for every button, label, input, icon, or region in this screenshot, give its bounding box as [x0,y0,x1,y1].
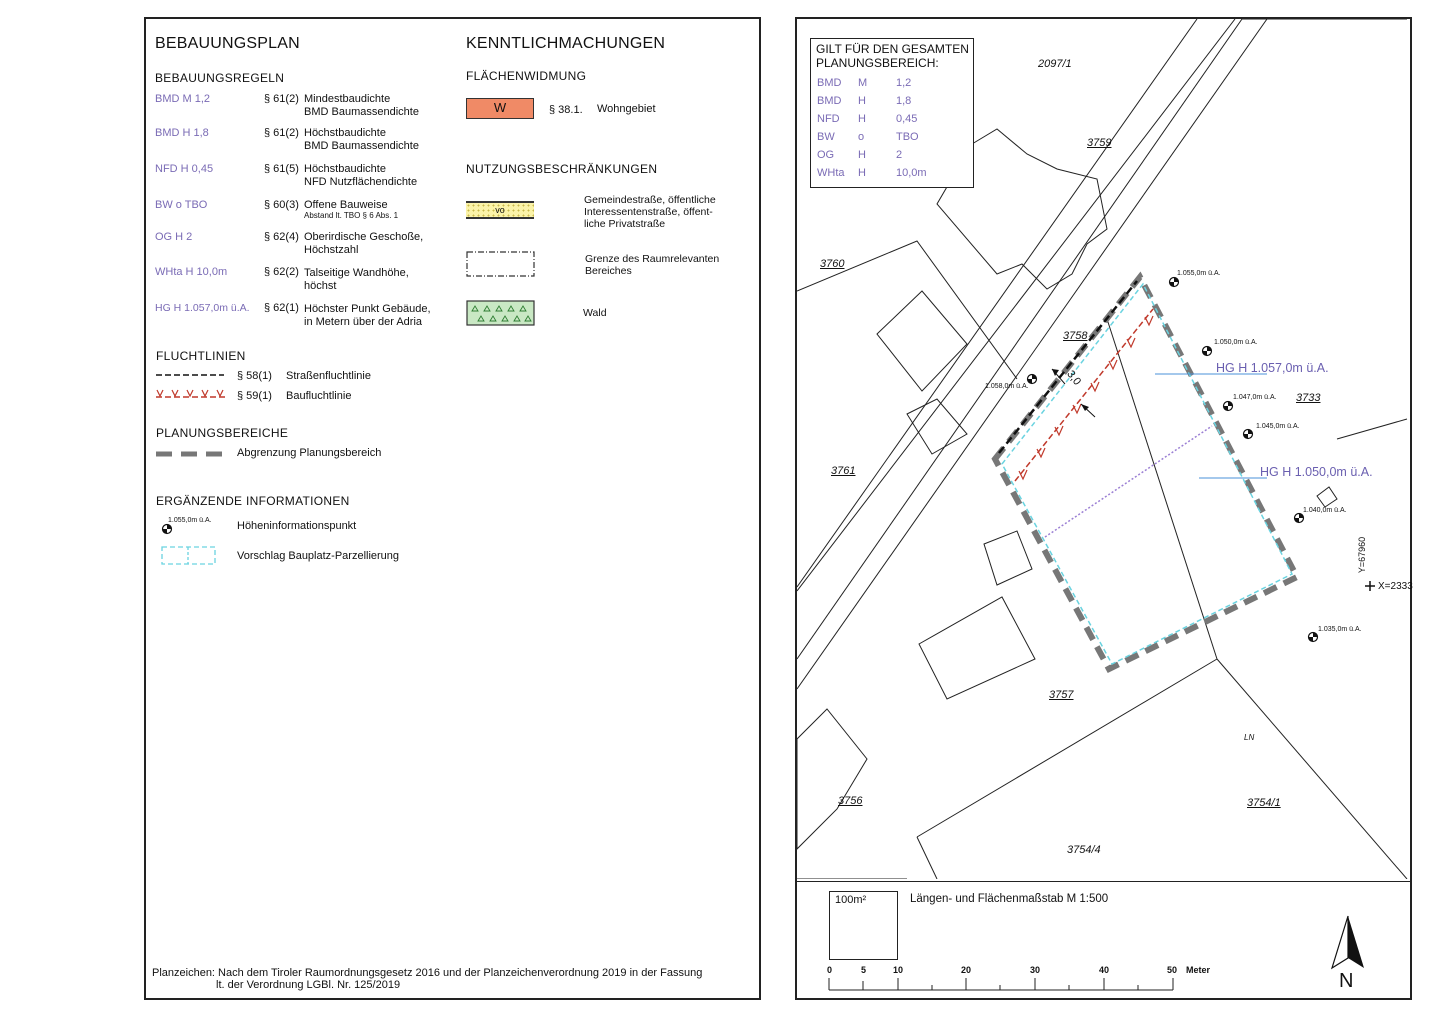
height-label: 1.058,0m ü.A. [985,383,1029,390]
rule-code: HG H 1.057,0m ü.A. [155,302,250,314]
parcel-label: 3759 [1087,137,1112,149]
coord-y: Y=67960 [1357,536,1368,574]
kenntlich-heading: KENNTLICHMACHUNGEN [466,35,666,52]
scale-text: Längen- und Flächenmaßstab M 1:500 [910,893,1109,905]
parcel-label: 3754/1 [1247,797,1281,809]
rule-desc2: höchst [304,280,337,292]
vo-label-2: Interessentenstraße, öffent- [584,206,713,218]
scale-tick: 50 [1167,965,1178,975]
parcel-divider [1045,426,1212,537]
box-row-c: 0,45 [896,113,918,125]
planung-symbol [154,448,234,460]
parzellierung-label: Vorschlag Bauplatz-Parzellierung [237,550,400,562]
rule-desc2: in Metern über der Adria [304,316,423,328]
area-label: 100m² [835,894,867,906]
wald-symbol [465,299,537,327]
rule-desc: Mindestbaudichte [304,93,391,105]
box-row-c: 1,8 [896,95,912,107]
box-row-a: BW [817,131,835,143]
baufluchtlinie-label: Baufluchtlinie [286,390,352,402]
rule-code: WHta H 10,0m [155,266,228,278]
rule-desc2: Höchstzahl [304,244,359,256]
flaechen-heading: FLÄCHENWIDMUNG [466,69,587,83]
strassenflucht-para: § 58(1) [237,370,272,382]
box-row-b: o [858,131,865,143]
footer-line-1: Planzeichen: Nach dem Tiroler Raumordnungsgesetz 2016 und der Planzeichenverordnung 2019 in der Fassung [152,967,703,979]
rule-desc2: Abstand lt. TBO § 6 Abs. 1 [304,211,399,220]
box-row-a: BMD [817,95,842,107]
box-row-b: H [858,113,866,125]
widmung-label: Wohngebiet [597,103,656,115]
rule-desc: Höchstbaudichte [304,127,386,139]
scale-bar [826,975,1178,995]
hoehenpunkt-label: Höheninformationspunkt [237,520,357,532]
height-label: 1.050,0m ü.A. [1214,339,1258,346]
rule-para: § 62(2) [264,266,299,278]
north-label: N [1339,970,1354,992]
rule-para: § 61(2) [264,93,299,105]
box-row-a: BMD [817,77,842,89]
box-row-b: M [858,77,868,89]
rule-code: BW o TBO [155,199,208,211]
wald-label: Wald [583,307,607,319]
ergaenzend-heading: ERGÄNZENDE INFORMATIONEN [156,494,350,508]
planning-boundary [995,277,1297,669]
rule-desc: Höchstbaudichte [304,163,386,175]
box-row-c: TBO [896,131,919,143]
nutzung-heading: NUTZUNGSBESCHRÄNKUNGEN [466,162,658,176]
parcel-label: 3758 [1063,330,1088,342]
rule-desc: Offene Bauweise [304,199,388,211]
planung-heading: PLANUNGSBEREICHE [156,426,289,440]
rule-desc2: NFD Nutzflächendichte [304,176,418,188]
parcel-label: 2097/1 [1038,58,1072,70]
rule-para: § 61(5) [264,163,299,175]
rule-desc: Talseitige Wandhöhe, [304,267,409,279]
legend-panel [144,17,761,1000]
widmung-para: § 38.1. [549,104,583,116]
building-3757a [984,531,1032,585]
scale-tick: 0 [827,965,833,975]
grenze-label-1: Grenze des Raumrelevanten [585,253,720,265]
grenze-label-2: Bereiches [585,265,632,277]
strassenfluchtlinie [999,281,1137,453]
height-label: 1.045,0m ü.A. [1256,423,1300,430]
strassenflucht-label: Straßenfluchtlinie [286,370,371,382]
box-row-c: 2 [896,149,903,161]
scale-tick: 20 [961,965,972,975]
rule-para: § 62(1) [264,302,299,314]
box-row-a: OG [817,149,835,161]
rule-code: OG H 2 [155,231,193,243]
fluchtlinien-heading: FLUCHTLINIEN [156,349,246,363]
rule-code: BMD M 1,2 [155,93,211,105]
rule-code: BMD H 1,8 [155,127,209,139]
plan-title: BEBAUUNGSPLAN [155,35,300,52]
parcel-label: 3761 [831,465,856,477]
building-tiny [1317,487,1337,507]
rule-para: § 62(4) [264,231,299,243]
parcel-label: 3757 [1049,689,1074,701]
building-3757b [919,597,1035,699]
scale-tick: 40 [1099,965,1110,975]
building-3756 [797,709,867,849]
vo-label-3: liche Privatstraße [584,218,666,230]
box-row-b: H [858,95,866,107]
parzellierung-symbol [160,545,218,567]
fluchtlinien-symbols [154,368,234,404]
building-small [907,399,967,454]
hoehenpunkt-value: 1.055,0m ü.A. [168,517,212,524]
rule-desc: Oberirdische Geschoße, [304,231,424,243]
rule-desc: Höchster Punkt Gebäude, [304,303,431,315]
regeln-heading: BEBAUUNGSREGELN [155,71,285,85]
hg-label-2: HG H 1.050,0m ü.A. [1260,465,1373,479]
north-arrow-icon [1328,912,1368,972]
land-use-label: LN [1244,733,1255,742]
info-box-title-1: GILT FÜR DEN GESAMTEN [816,42,969,56]
grenze-symbol [465,250,537,278]
height-label: 1.035,0m ü.A. [1318,626,1362,633]
info-box-title-2: PLANUNGSBEREICH: [816,56,939,70]
scale-tick: 30 [1030,965,1041,975]
coord-x: X=2333 [1378,581,1413,592]
hg-label-1: HG H 1.057,0m ü.A. [1216,361,1329,375]
building-3758 [877,291,967,391]
rule-desc2: BMD Baumassendichte [304,140,419,152]
height-label: 1.055,0m ü.A. [1177,270,1221,277]
footer-line-2: lt. der Verordnung LGBl. Nr. 125/2019 [216,979,401,991]
scale-tick: 10 [893,965,904,975]
box-row-c: 1,2 [896,77,912,89]
box-row-a: NFD [817,113,840,125]
parcel-label: 3733 [1296,392,1321,404]
box-row-c: 10,0m [896,167,927,179]
parcel-label: 3756 [838,795,863,807]
height-label: 1.047,0m ü.A. [1233,394,1277,401]
rule-para: § 61(2) [264,127,299,139]
parcel-label: 3760 [820,258,845,270]
parcel-label: 3754/4 [1067,844,1101,856]
planung-label: Abgrenzung Planungsbereich [237,447,382,459]
box-row-b: H [858,149,866,161]
scale-unit: Meter [1186,965,1211,975]
scale-tick: 5 [861,965,867,975]
rule-desc2: BMD Baumassendichte [304,106,419,118]
hoehenpunkt-icon [160,522,174,536]
baufluchtlinie-para: § 59(1) [237,390,272,402]
box-row-a: WHta [817,167,845,179]
scale-divider [797,881,1410,882]
vo-symbol: vo [466,201,534,219]
rule-code: NFD H 0,45 [155,163,214,175]
vo-label-1: Gemeindestraße, öffentliche [584,194,716,206]
rule-para: § 60(3) [264,199,299,211]
height-label: 1.040,0m ü.A. [1303,507,1347,514]
box-row-b: H [858,167,866,179]
dimension-label: 3,0 [1064,368,1084,388]
wohngebiet-symbol: W [466,98,534,119]
